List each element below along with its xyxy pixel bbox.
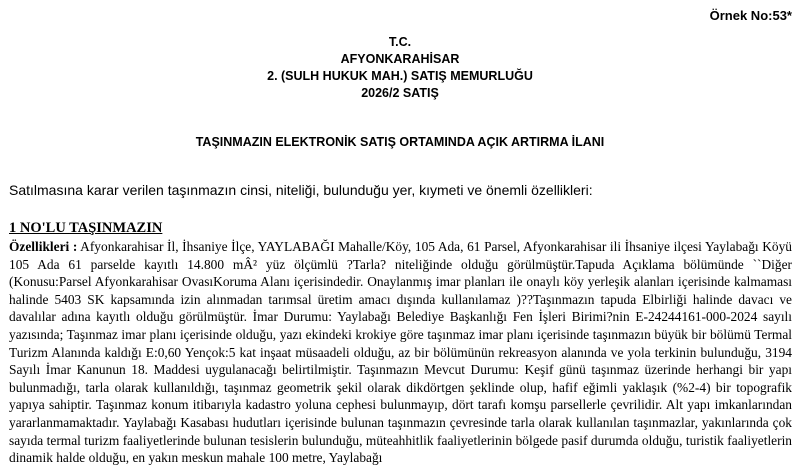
page-title: TAŞINMAZIN ELEKTRONİK SATIŞ ORTAMINDA AÇIK ARTIRMA İLANI xyxy=(195,135,605,149)
properties-text: Afyonkarahisar İl, İhsaniye İlçe, YAYLABAĞI Mahalle/Köy, 105 Ada, 61 Parsel, Afyonkarahisar ili İhsaniye ilçesi Yaylabağı Köyü 105 Ada 61 parselde kayıtlı 14.800 mÂ² yüz ölçümlü ?Tarla? niteliğinde olduğu görülmüştür.Tapuda Açıklama bölümünde ``Diğer (Konusu:Parsel Afyonkarahisar OvasıKoruma Alanı içerisindedir. Onaylanmış imar planları ile onaylı köy yerleşik alanları içerisinde kalmaması halinde 5403 SK kapsamında izin alınmadan tarımsal üretim amacı dışında kullanılamaz )??Taşınmazın tapuda Elbirliği halinde davacı ve davalılar adına kayıtlı olduğu görülmüştür. İmar Durumu: Yaylabağı Belediye Başkanlığı Fen İşleri Birimi?nin E-24244161-000-2024 sayılı yazısında; Taşınmaz imar planı içerisinde olduğu, yazı ekindeki krokiye göre taşınmaz imar planı içerisinde taşınmazın büyük bir bölümü Termal Turizm Alanında kaldığı E:0,60 Yençok:5 kat inşaat müsaadeli olduğu, az bir bölümünün rekreasyon alanında ve yola terkinin bulunduğu, 3194 Sayılı İmar Kanunun 18. Maddesi uygulanacağı belirtilmiştir. Taşınmazın Mevcut Durumu: Keşif günü taşınmaz üzerinde herhangi bir yapı bulunmadığı, tarla olarak kullanıldığı, taşınmaz geometrik şekil olarak dikdörtgen şeklinde olup, hafif eğimli yaklaşık (%2-4) bir topografik yapıya sahiptir. Taşınmaz konum itibarıyla kadastro yoluna cephesi bulunmayıp, dört tarafı komşu parsellerle çevrilidir. Alt yapı imkanlarından yararlanmamaktadır. Yaylabağı Kasabası hudutları içerisinde bulunan taşınmazın çevresinde tarla olarak kullanılan taşınmazlar, yakınlarında çok sayıda termal turizm faaliyetlerinde bulunan tesislerin bulunduğu, müteahhitlik faaliyetlerinin bölgede pasif durumda olduğu, turistik faaliyetlerin dinamik halde olduğu, en yakın meskun mahale 100 metre, Yaylabağı xyxy=(9,239,793,466)
document-header xyxy=(0,34,800,102)
header-city: AFYONKARAHİSAR xyxy=(340,52,460,66)
header-sale-no: 2026/2 SATIŞ xyxy=(361,86,439,100)
property-description xyxy=(9,238,792,467)
header-office: 2. (SULH HUKUK MAH.) SATIŞ MEMURLUĞU xyxy=(267,69,533,83)
sample-number: Örnek No:53* xyxy=(709,8,792,23)
header-tc: T.C. xyxy=(388,35,412,49)
section-heading: 1 NO'LU TAŞINMAZIN xyxy=(9,220,163,236)
properties-label: Özellikleri : xyxy=(9,239,78,254)
intro-text: Satılmasına karar verilen taşınmazın cinsi, niteliği, bulunduğu yer, kıymeti ve önemli özellikleri: xyxy=(9,182,593,198)
